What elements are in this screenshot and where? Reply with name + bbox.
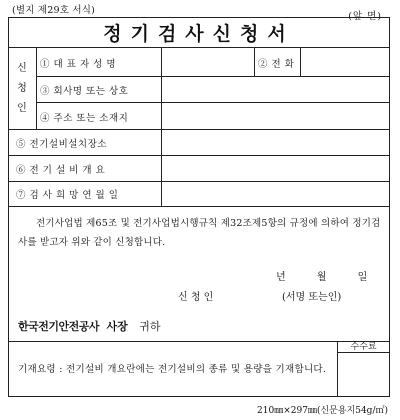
field-number: ② [258, 59, 269, 70]
install-location-input[interactable] [162, 130, 389, 154]
field-number: ⑦ [16, 190, 27, 201]
divider [36, 48, 37, 129]
divider [8, 206, 390, 207]
field-equipment-summary [16, 162, 105, 176]
divider [254, 48, 255, 76]
signature-note: (서명 또는인) [282, 292, 342, 303]
instruction-note: 기재요령 : 전기설비 개요란에는 전기설비의 종류 및 용량을 기재합니다. [18, 364, 327, 375]
divider [8, 341, 390, 342]
applicant-char: 신 [17, 62, 27, 74]
field-label: 전 화 [271, 59, 295, 70]
applicant-char: 청 [17, 82, 27, 94]
field-install-location [16, 136, 107, 150]
field-number: ⑥ [16, 165, 27, 176]
recipient-title: 사장 [106, 320, 128, 333]
statement-text: 전기사업법 제65조 및 전기사업법시행규칙 제32조제5항의 규정에 의하여 정기검사를 받고자 위와 같이 신청합니다. [18, 218, 381, 248]
field-desired-date [16, 187, 118, 201]
form-code: (별지 제29호 서식) [12, 5, 96, 16]
fee-label: 수수료 [337, 341, 390, 353]
field-phone [258, 56, 294, 70]
field-number: ① [40, 59, 51, 70]
recipient [18, 318, 161, 334]
applicant-signature-label: 신 청 인 [178, 292, 214, 303]
field-number: ⑤ [16, 139, 27, 150]
applicant-label [8, 48, 36, 129]
desired-date-input[interactable] [162, 182, 389, 205]
field-address [40, 110, 128, 124]
recipient-org: 한국전기안전공사 [18, 320, 100, 333]
field-label: 회사명 또는 상호 [53, 86, 129, 97]
address-input[interactable] [162, 103, 389, 128]
company-name-input[interactable] [162, 77, 389, 101]
field-representative-name [40, 56, 116, 70]
field-number: ③ [40, 86, 51, 97]
phone-input[interactable] [301, 49, 389, 75]
field-label: 주소 또는 소재지 [53, 113, 129, 124]
paper-spec: 210㎜×297㎜(신문용지54g/㎡) [257, 406, 388, 416]
field-label: 검 사 희 망 연 월 일 [29, 190, 119, 201]
field-company-name [40, 83, 128, 97]
equipment-summary-input[interactable] [162, 156, 389, 180]
field-label: 전기설비설치장소 [29, 139, 107, 150]
field-label: 전 기 설 비 개 요 [29, 165, 106, 176]
recipient-suffix: 귀하 [139, 320, 161, 333]
date-line: 년 월 일 [276, 272, 368, 283]
applicant-char: 인 [17, 102, 27, 114]
page-side-label: (앞 면) [348, 11, 382, 22]
field-number: ④ [40, 113, 51, 124]
field-label: 대 표 자 성 명 [53, 59, 117, 70]
form-title: 정기검사신청서 [103, 22, 295, 45]
title-row [8, 17, 390, 48]
representative-name-input[interactable] [162, 49, 253, 75]
